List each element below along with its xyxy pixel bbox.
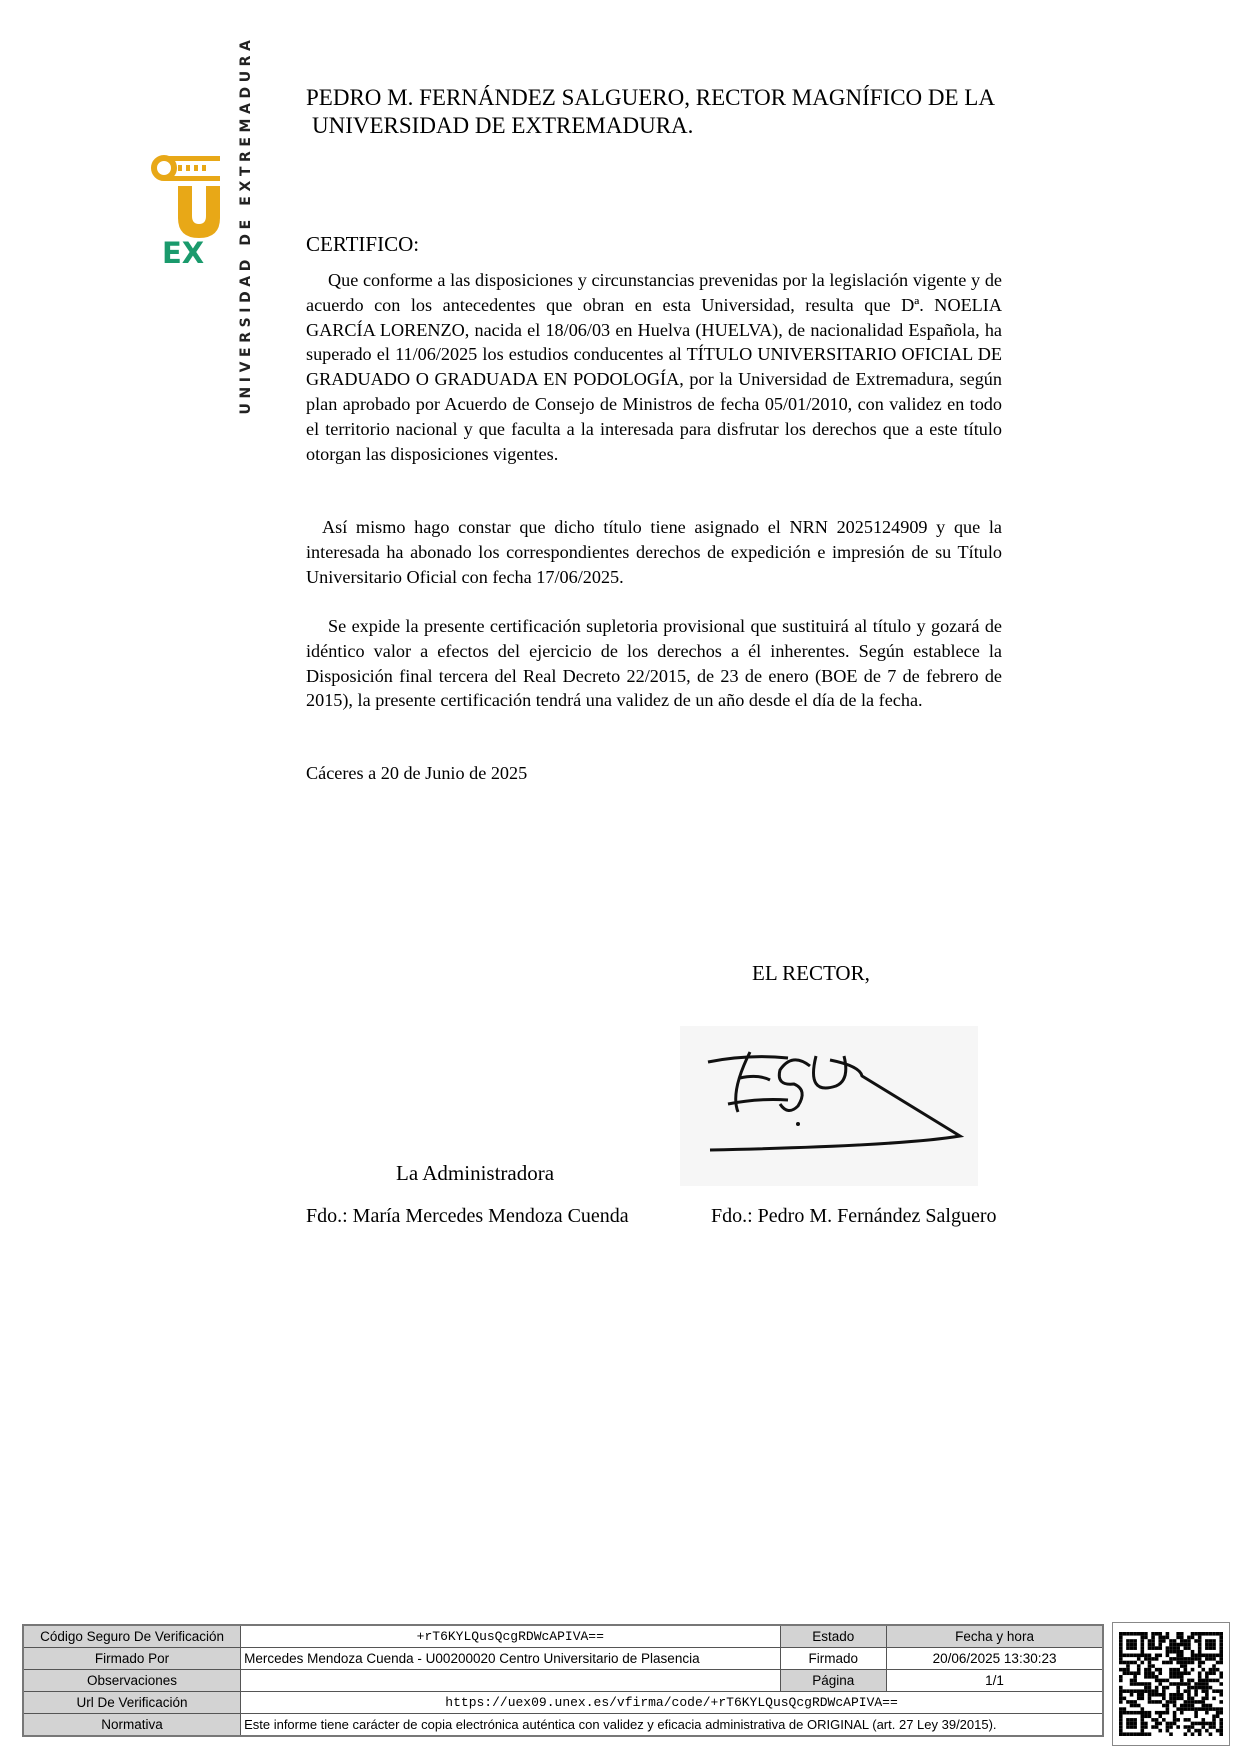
rector-label: EL RECTOR, [752,961,870,985]
url-label: Url De Verificación [23,1692,241,1714]
certifico-label: CERTIFICO: [306,232,420,256]
paragraph-2 [306,515,1002,589]
paragraph-text: Que conforme a las disposiciones y circunstancias prevenidas por la legislación vigente y de acuerdo con los antecedentes que obran en esta Universidad, resulta que Dª. NOELIA GARCÍA LORENZO, nacida el 18/06/03 en Huelva (HUELVA), de nacionalidad Española, ha superado el 11/06/2025 los estudios conducentes al TÍTULO UNIVERSITARIO OFICIAL DE GRADUADO O GRADUADA EN PODOLOGÍA, por la Universidad de Extremadura, según plan aprobado por Acuerdo de Consejo de Ministros de fecha 05/01/2010, con validez en todo el territorio nacional y que faculta a la interesada para disfrutar los derechos que a este título otorgan las disposiciones vigentes. [306,270,1002,464]
university-logo [150,150,235,265]
signatory-right: Fdo.: Pedro M. Fernández Salguero [711,1205,997,1227]
firmado-label: Firmado Por [23,1648,241,1670]
fecha-value: 20/06/2025 13:30:23 [887,1648,1103,1670]
qr-code [1112,1622,1230,1746]
url-value[interactable]: https://uex09.unex.es/vfirma/code/+rT6KYLQusQcgRDWcAPIVA== [241,1692,1103,1714]
estado-value: Firmado [780,1648,887,1670]
qr-code-icon [1119,1632,1223,1736]
paragraph-3 [306,614,1002,713]
pagina-value: 1/1 [887,1670,1103,1692]
pagina-label: Página [780,1670,887,1692]
estado-label: Estado [780,1625,887,1648]
fecha-label: Fecha y hora [887,1625,1103,1648]
paragraph-1 [306,268,1002,466]
table-row [23,1692,1103,1714]
normativa-label: Normativa [23,1714,241,1737]
heading-line-1: PEDRO M. FERNÁNDEZ SALGUERO, RECTOR MAGNÍFICO DE LA [306,85,995,110]
table-row [23,1625,1103,1648]
rector-signature [680,1026,978,1186]
verification-table [22,1624,1104,1737]
observaciones-value [241,1670,780,1692]
observaciones-label: Observaciones [23,1670,241,1692]
signatory-left: Fdo.: María Mercedes Mendoza Cuenda [306,1205,629,1227]
administradora-label: La Administradora [396,1161,555,1185]
table-row [23,1648,1103,1670]
table-row [23,1670,1103,1692]
university-vertical-name [234,35,258,415]
firmado-value: Mercedes Mendoza Cuenda - U00200020 Centro Universitario de Plasencia [241,1648,780,1670]
codigo-value: +rT6KYLQusQcgRDWcAPIVA== [241,1625,780,1648]
heading-line-2: UNIVERSIDAD DE EXTREMADURA. [312,113,694,138]
codigo-label: Código Seguro De Verificación [23,1625,241,1648]
paragraph-text: Así mismo hago constar que dicho título tiene asignado el NRN 2025124909 y que la interesada ha abonado los correspondientes derechos de expedición e impresión de su Título Universitario Oficial con fecha 17/06/2025. [306,517,1002,587]
date-line: Cáceres a 20 de Junio de 2025 [306,763,528,783]
paragraph-text: Se expide la presente certificación supletoria provisional que sustituirá al título y gozará de idéntico valor a efectos del ejercicio de los derechos a él inherentes. Según establece la Disposición final tercera del Real Decreto 22/2015, de 23 de enero (BOE de 7 de febrero de 2015), la presente certificación tendrá una validez de un año desde el día de la fecha. [306,616,1002,711]
normativa-value: Este informe tiene carácter de copia electrónica auténtica con validez y eficacia administrativa de ORIGINAL (art. 27 Ley 39/2015). [241,1714,1103,1737]
vertical-text: UNIVERSIDAD DE EXTREMADURA [238,35,254,415]
svg-text:EX: EX [162,236,205,265]
table-row [23,1714,1103,1737]
document-heading [306,84,1066,140]
